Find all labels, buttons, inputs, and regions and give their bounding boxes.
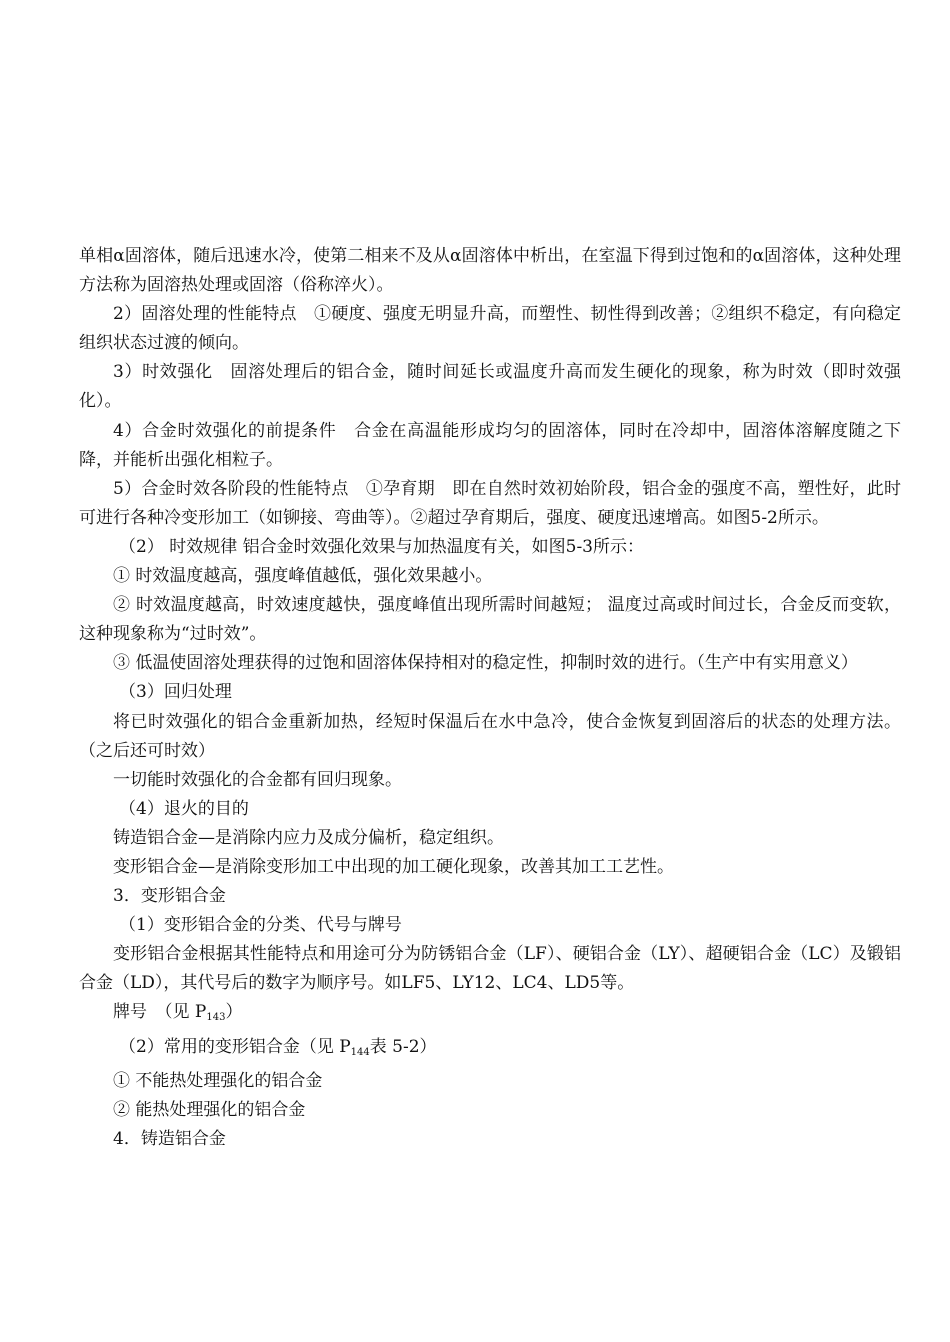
brand-line-page-subscript: 143 (206, 1012, 226, 1024)
document-body (79, 242, 901, 1154)
list-item: ③ 低温使固溶处理获得的过饱和固溶体保持相对的稳定性，抑制时效的进行。（生产中有实用意义） (113, 653, 858, 674)
section-heading: （2） 时效规律 铝合金时效强化效果与加热温度有关，如图5-3所示： (119, 536, 644, 557)
common-line-suffix: 表 5-2） (369, 1036, 437, 1057)
brand-line (79, 998, 901, 1032)
brand-line-suffix: ） (225, 1002, 243, 1023)
brand-line-prefix: 牌号 （见 P (113, 1002, 207, 1023)
section-heading: （3）回归处理 (119, 682, 232, 703)
paragraph: 一切能时效强化的合金都有回归现象。 (113, 769, 402, 790)
paragraph: 变形铝合金根据其性能特点和用途可分为防锈铝合金（LF）、硬铝合金（LY）、超硬铝合金（LC）及锻铝合金（LD），其代号后的数字为顺序号。如LF5、LY12、LC4、LD5等。 (79, 944, 901, 994)
section-heading: （4）退火的目的 (119, 798, 249, 819)
list-item: ① 不能热处理强化的铝合金 (113, 1070, 323, 1091)
paragraph: 2）固溶处理的性能特点 ①硬度、强度无明显升高，而塑性、韧性得到改善；②组织不稳定，有向稳定组织状态过渡的倾向。 (79, 304, 901, 354)
list-item: ① 时效温度越高，强度峰值越低，强化效果越小。 (113, 566, 493, 587)
list-item: ② 时效温度越高，时效速度越快，强度峰值出现所需时间越短； 温度过高或时间过长，合金反而变软，这种现象称为“过时效”。 (79, 595, 901, 645)
paragraph: 5）合金时效各阶段的性能特点 ①孕育期 即在自然时效初始阶段，铝合金的强度不高，塑性好，此时可进行各种冷变形加工（如铆接、弯曲等）。②超过孕育期后，强度、硬度迅速增高。如图5-2所示。 (79, 478, 901, 528)
paragraph: 将已时效强化的铝合金重新加热，经短时保温后在水中急冷，使合金恢复到固溶后的状态的处理方法。（之后还可时效） (79, 711, 901, 761)
section-heading: 4．铸造铝合金 (113, 1128, 226, 1149)
paragraph: 变形铝合金—是消除变形加工中出现的加工硬化现象，改善其加工工艺性。 (113, 856, 674, 877)
paragraph: 单相α固溶体，随后迅速水冷，使第二相来不及从α固溶体中析出，在室温下得到过饱和的α固溶体，这种处理方法称为固溶热处理或固溶（俗称淬火）。 (79, 246, 901, 296)
common-alloys-line (79, 1033, 901, 1067)
paragraph: 3）时效强化 固溶处理后的铝合金，随时间延长或温度升高而发生硬化的现象，称为时效（即时效强化）。 (79, 362, 901, 412)
list-item: ② 能热处理强化的铝合金 (113, 1099, 306, 1120)
section-heading: 3．变形铝合金 (113, 886, 226, 907)
paragraph: 4）合金时效强化的前提条件 合金在高温能形成均匀的固溶体，同时在冷却中，固溶体溶解度随之下降，并能析出强化相粒子。 (79, 420, 901, 470)
paragraph: 铸造铝合金—是消除内应力及成分偏析，稳定组织。 (113, 827, 504, 848)
common-line-prefix: （2）常用的变形铝合金（见 P (119, 1036, 351, 1057)
section-heading: （1）变形铝合金的分类、代号与牌号 (119, 915, 402, 936)
common-line-page-subscript: 144 (350, 1046, 370, 1058)
